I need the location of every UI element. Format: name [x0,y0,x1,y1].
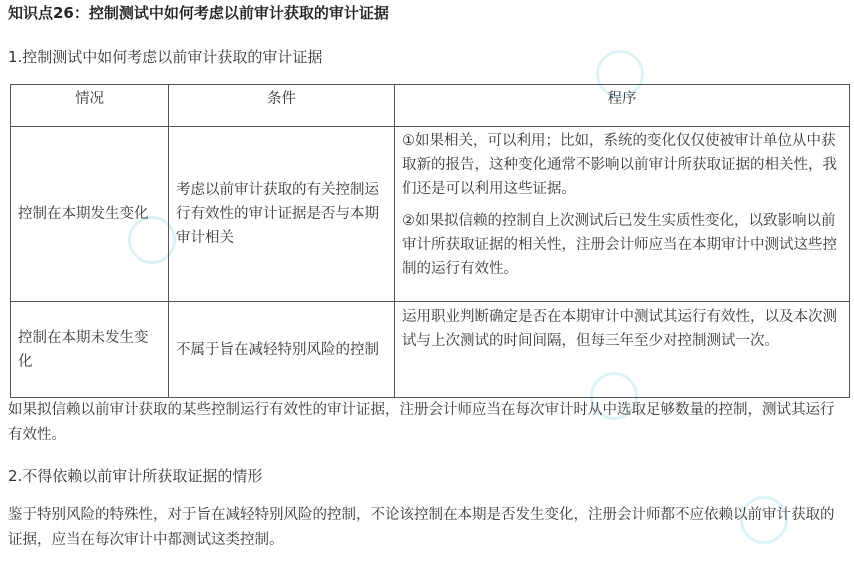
condition-cell: 不属于旨在减轻特别风险的控制 [169,302,395,398]
section-2-heading: 2.不得依赖以前审计所获取证据的情形 [8,467,263,485]
note-paragraph: 如果拟信赖以前审计获取的某些控制运行有效性的审计证据，注册会计师应当在每次审计时从中选取足够数量的控制，测试其运行有效性。 [8,402,835,443]
table-row [11,302,850,398]
column-header-procedure: 程序 [395,85,850,127]
condition-cell: 考虑以前审计获取的有关控制运行有效性的审计证据是否与本期审计相关 [169,127,395,302]
situation-cell: 控制在本期发生变化 [11,127,169,302]
situation-cell: 控制在本期未发生变化 [11,302,169,398]
knowledge-table [10,84,850,398]
procedure-cell [395,127,850,302]
column-header-situation: 情况 [11,85,169,127]
procedure-text: 运用职业判断确定是否在本期审计中测试其运行有效性，以及本次测试与上次测试的时间间隔，但每三年至少对控制测试一次。 [402,309,837,349]
procedure-text: ②如果拟信赖的控制自上次测试后已发生实质性变化，以致影响以前审计所获取证据的相关性，注册会计师应当在本期审计中测试这些控制的运行有效性。 [402,213,837,277]
column-header-condition: 条件 [169,85,395,127]
table-row [11,127,850,302]
table-header-row [11,85,850,127]
section-1-heading: 1.控制测试中如何考虑以前审计获取的审计证据 [8,48,323,66]
procedure-text: ①如果相关，可以利用；比如，系统的变化仅仅使被审计单位从中获取新的报告，这种变化通常不影响以前审计所获取证据的相关性，我们还是可以利用这些证据。 [402,133,837,197]
section-2-body: 鉴于特别风险的特殊性，对于旨在减轻特别风险的控制，不论该控制在本期是否发生变化，注册会计师都不应依赖以前审计获取的证据，应当在每次审计中都测试这类控制。 [8,507,835,548]
page-title: 知识点26：控制测试中如何考虑以前审计获取的审计证据 [8,4,389,22]
procedure-cell [395,302,850,398]
